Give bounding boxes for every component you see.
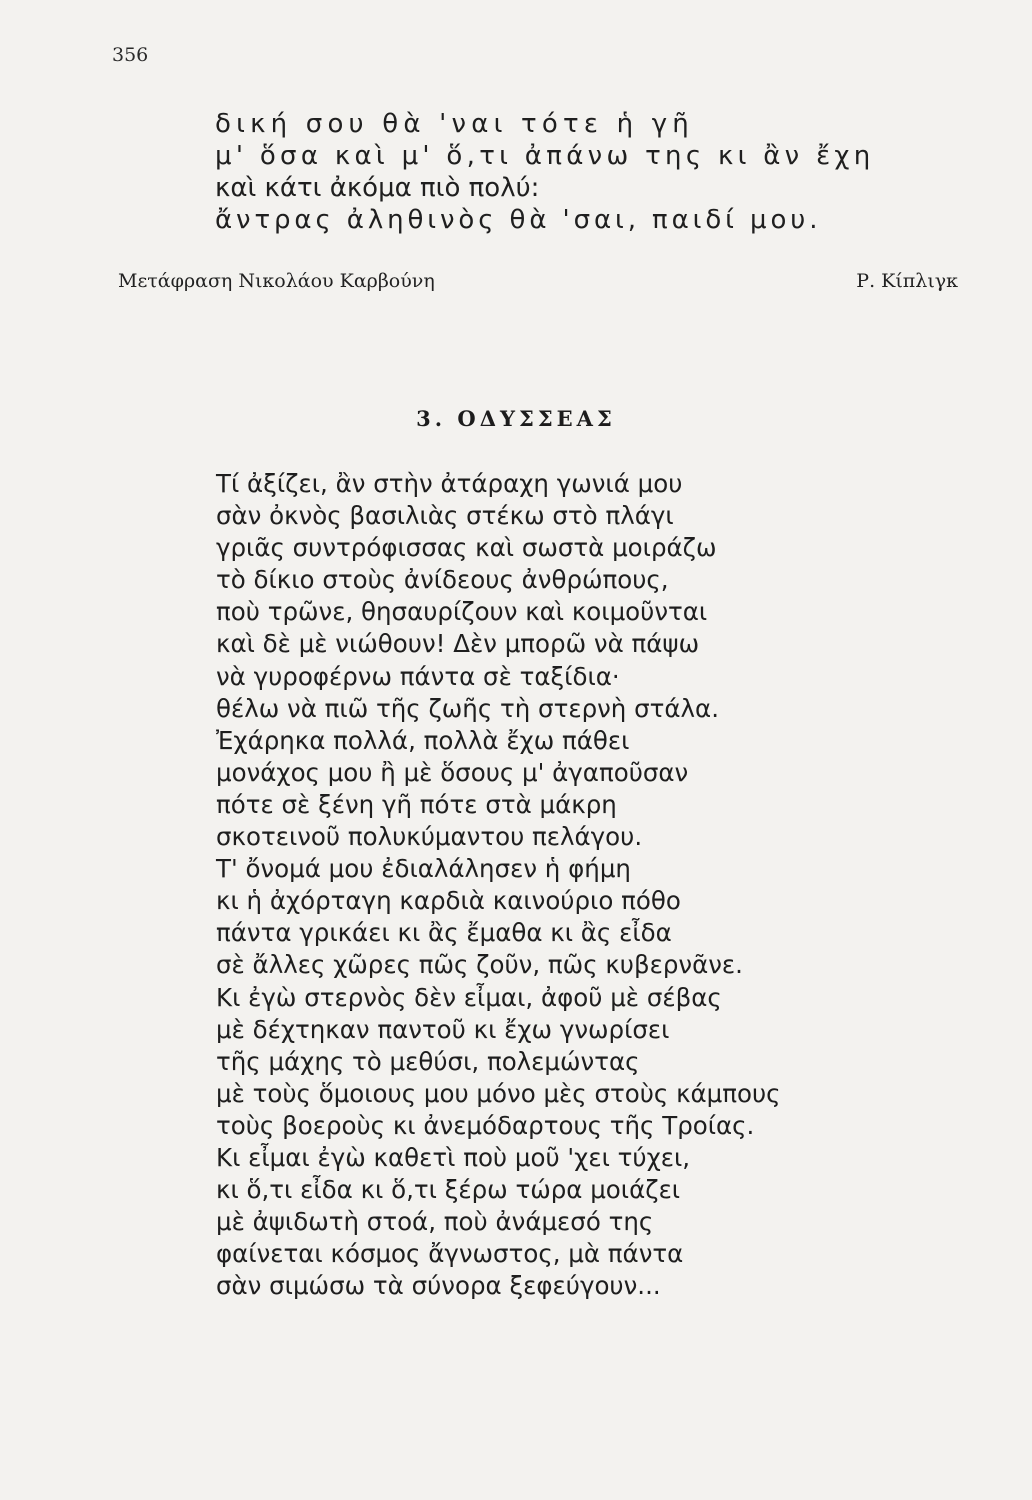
poem-line: σὰν σιμώσω τὰ σύνορα ξεφεύγουν... (216, 1271, 661, 1301)
poem-line: μὲ δέχτηκαν παντοῦ κι ἔχω γνωρίσει (216, 1014, 670, 1044)
stanza-line: μ' ὅσα καὶ μ' ὅ,τι ἀπάνω της κι ἂν ἔχη (215, 141, 875, 171)
page-number: 356 (112, 44, 149, 66)
poem-line: Κι εἶμαι ἐγὼ καθετὶ ποὺ μοῦ 'χει τύχει, (216, 1142, 691, 1172)
poem-title: 3. ΟΔΥΣΣΕΑΣ (416, 406, 616, 431)
poem-line: σὰν ὀκνὸς βασιλιὰς στέκω στὸ πλάγι (216, 501, 674, 531)
poem-line: θέλω νὰ πιῶ τῆς ζωῆς τὴ στερνὴ στάλα. (216, 693, 719, 723)
poem-line: τῆς μάχης τὸ μεθύσι, πολεμώντας (216, 1046, 640, 1076)
poem-body (216, 468, 976, 1302)
poem-line: μονάχος μου ἢ μὲ ὅσους μ' ἀγαποῦσαν (216, 757, 689, 787)
poem-line: Ἐχάρηκα πολλά, πολλὰ ἔχω πάθει (216, 725, 630, 755)
stanza-line: δική σου θὰ 'ναι τότε ἡ γῆ (215, 109, 694, 139)
poem-line: Κι ἐγὼ στερνὸς δὲν εἶμαι, ἀφοῦ μὲ σέβας (216, 982, 722, 1012)
poem-line: σκοτεινοῦ πολυκύμαντου πελάγου. (216, 822, 643, 852)
poem-line: τὸ δίκιο στοὺς ἀνίδεους ἀνθρώπους, (216, 565, 669, 595)
poem-line: σὲ ἄλλες χῶρες πῶς ζοῦν, πῶς κυβερνᾶνε. (216, 950, 743, 980)
poem-line: πότε σὲ ξένη γῆ πότε στὰ μάκρη (216, 789, 617, 819)
author-credit: Ρ. Κίπλιγκ (856, 270, 958, 292)
poem-line: καὶ δὲ μὲ νιώθουν! Δὲν μπορῶ νὰ πάψω (216, 629, 700, 659)
poem-line: κι ὅ,τι εἶδα κι ὅ,τι ξέρω τώρα μοιάζει (216, 1175, 681, 1205)
translator-credit: Μετάφραση Νικολάου Καρβούνη (118, 270, 435, 292)
stanza-line: καὶ κάτι ἀκόμα πιὸ πολύ: (215, 173, 540, 203)
previous-poem-final-stanza (215, 108, 975, 236)
poem-line: Τί ἀξίζει, ἂν στὴν ἀτάραχη γωνιά μου (216, 469, 683, 498)
poem-line: τοὺς βοεροὺς κι ἀνεμόδαρτους τῆς Τροίας. (216, 1110, 755, 1140)
poem-line: πάντα γρικάει κι ἂς ἔμαθα κι ἂς εἶδα (216, 918, 672, 948)
poem-line: ποὺ τρῶνε, θησαυρίζουν καὶ κοιμοῦνται (216, 597, 708, 627)
poem-line: φαίνεται κόσμος ἄγνωστος, μὰ πάντα (216, 1239, 684, 1269)
poem-line: Τ' ὄνομά μου ἐδιαλάλησεν ἡ φήμη (216, 854, 631, 884)
poem-line: μὲ τοὺς ὅμοιους μου μόνο μὲς στοὺς κάμπους (216, 1078, 781, 1108)
stanza-line: ἄντρας ἀληθινὸς θὰ 'σαι, παιδί μου. (215, 205, 822, 235)
poem-line: γριᾶς συντρόφισσας καὶ σωστὰ μοιράζω (216, 533, 717, 563)
poem-line: νὰ γυροφέρνω πάντα σὲ ταξίδια· (216, 661, 620, 691)
poem-line: μὲ ἀψιδωτὴ στοά, ποὺ ἀνάμεσό της (216, 1207, 654, 1237)
poem-line: κι ἡ ἀχόρταγη καρδιὰ καινούριο πόθο (216, 886, 681, 916)
